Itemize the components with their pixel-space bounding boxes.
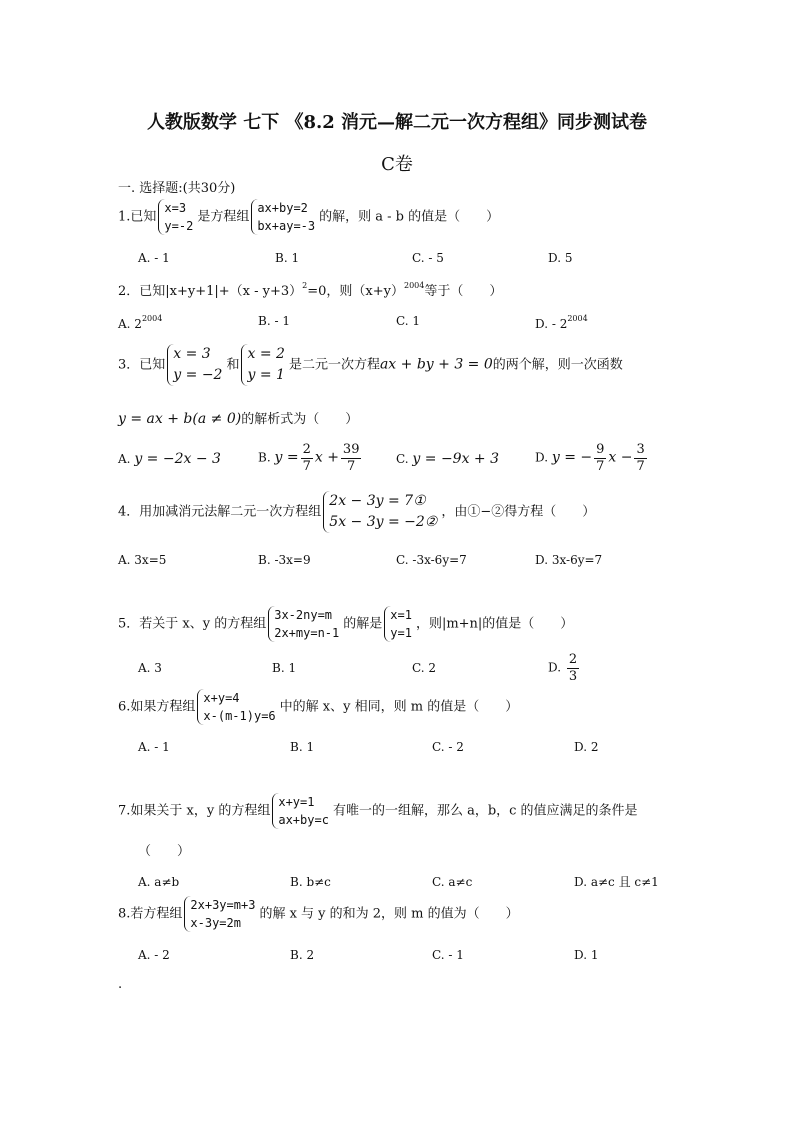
q7-option-d: D. a≠c 且 c≠1 [574, 875, 659, 889]
q7-option-c: C. a≠c [432, 875, 473, 889]
question-2: 2．已知$|x+y+1|+(x - y+3)^2=0$，则$(x+y)^{2004}$等于（ ） [118, 281, 503, 299]
q2-option-c: C. 1 [396, 314, 421, 328]
q8-option-a: A. - 2 [138, 948, 170, 962]
q1-given-solution: x=3 y=-2 [158, 199, 195, 235]
q6-equation-system: x+y=4 x-(m-1)y=6 [197, 689, 277, 725]
question-5: 5．若关于 x、y 的方程组 3x-2ny=m 2x+my=n-1 的解是 x=1 y=1 ，则|m+n|的值是（ ） [118, 608, 574, 640]
q5-equation-system: 3x-2ny=m 2x+my=n-1 [268, 606, 341, 642]
q1-option-a: A. - 1 [138, 251, 170, 265]
q1-option-b: B. 1 [275, 251, 300, 265]
q5-option-a: A. 3 [138, 661, 162, 675]
q6-option-d: D. 2 [574, 740, 599, 754]
q8-equation-system: 2x+3y=m+3 x-3y=2m [184, 896, 257, 932]
q1-suffix: 的解，则 a - b 的值是（ ） [319, 209, 500, 225]
q3-option-b: B. y = $\frac{2}{7}$ x + $\frac{39}{7}$ [258, 442, 360, 474]
q3-given-1: x = 3 y = −2 [167, 344, 224, 386]
q1-option-c: C. - 5 [412, 251, 444, 265]
question-3: 3．已知 x = 3 y = −2 和 x = 2 y = 1 是二元一次方程ax + by + 3 = 0的两个解，则一次函数 [118, 344, 623, 386]
document-title: 人教版数学 七下 《8.2 消元—解二元一次方程组》同步测试卷 [146, 112, 648, 133]
q5-option-c: C. 2 [412, 661, 437, 675]
q3-given-2: x = 2 y = 1 [241, 344, 286, 386]
q7-equation-system: x+y=1 ax+by=c [272, 793, 331, 829]
q5-given-solution: x=1 y=1 [384, 606, 414, 642]
section-heading: 一. 选择题:(共30分) [118, 181, 236, 196]
q4-equation-system: 2x − 3y = 7① 5x − 3y = −2② [323, 491, 439, 533]
document-subtitle: C卷 [381, 154, 413, 175]
q7-option-b: B. b≠c [290, 875, 331, 889]
q7-answer-blank: （ ） [138, 844, 191, 859]
q5-option-b: B. 1 [272, 661, 297, 675]
q1-middle: 是方程组 [197, 209, 250, 225]
q4-option-b: B. -3x=9 [258, 553, 311, 567]
q1-option-d: D. 5 [548, 251, 573, 265]
q4-option-d: D. 3x-6y=7 [535, 553, 603, 567]
question-1 [118, 199, 499, 235]
question-3-line-2: y = ax + b(a ≠ 0)的解析式为（ ） [118, 411, 359, 427]
q3-option-c: C. y = −9x + 3 [396, 451, 500, 467]
footer-dot: . [118, 977, 123, 992]
q4-option-a: A. 3x=5 [118, 553, 167, 567]
question-6: 6.如果方程组 x+y=4 x-(m-1)y=6 中的解 x、y 相同，则 m 的值是（ ） [118, 691, 519, 723]
q3-option-d: D. y = − $\frac{9}{7}$ x − $\frac{3}{7}$ [535, 442, 645, 474]
q8-option-d: D. 1 [574, 948, 599, 962]
question-8: 8.若方程组 2x+3y=m+3 x-3y=2m 的解 x 与 y 的和为 2，则 m 的值为（ ） [118, 898, 519, 930]
question-4: 4．用加减消元法解二元一次方程组 2x − 3y = 7① 5x − 3y = −2② ，由①−②得方程（ ） [118, 491, 595, 533]
q2-option-b: B. - 1 [258, 314, 290, 328]
q7-option-a: A. a≠b [138, 875, 180, 889]
q1-equation-system: ax+by=2 bx+ay=-3 [251, 199, 317, 235]
q4-option-c: C. -3x-6y=7 [396, 553, 467, 567]
q6-option-c: C. - 2 [432, 740, 464, 754]
q3-option-a: A. y = −2x − 3 [118, 451, 221, 467]
q2-option-d: D. - $2^{2004}$ [535, 314, 588, 331]
q6-option-a: A. - 1 [138, 740, 170, 754]
question-7: 7.如果关于 x，y 的方程组 x+y=1 ax+by=c 有唯一的一组解，那么 a，b，c 的值应满足的条件是 [118, 795, 638, 827]
q8-option-b: B. 2 [290, 948, 315, 962]
q2-option-a: A. $2^{2004}$ [118, 314, 163, 331]
q5-option-d: D. $\frac{2}{3}$ [548, 652, 578, 684]
q6-option-b: B. 1 [290, 740, 315, 754]
q8-option-c: C. - 1 [432, 948, 464, 962]
q1-prefix: 1.已知 [118, 209, 157, 225]
